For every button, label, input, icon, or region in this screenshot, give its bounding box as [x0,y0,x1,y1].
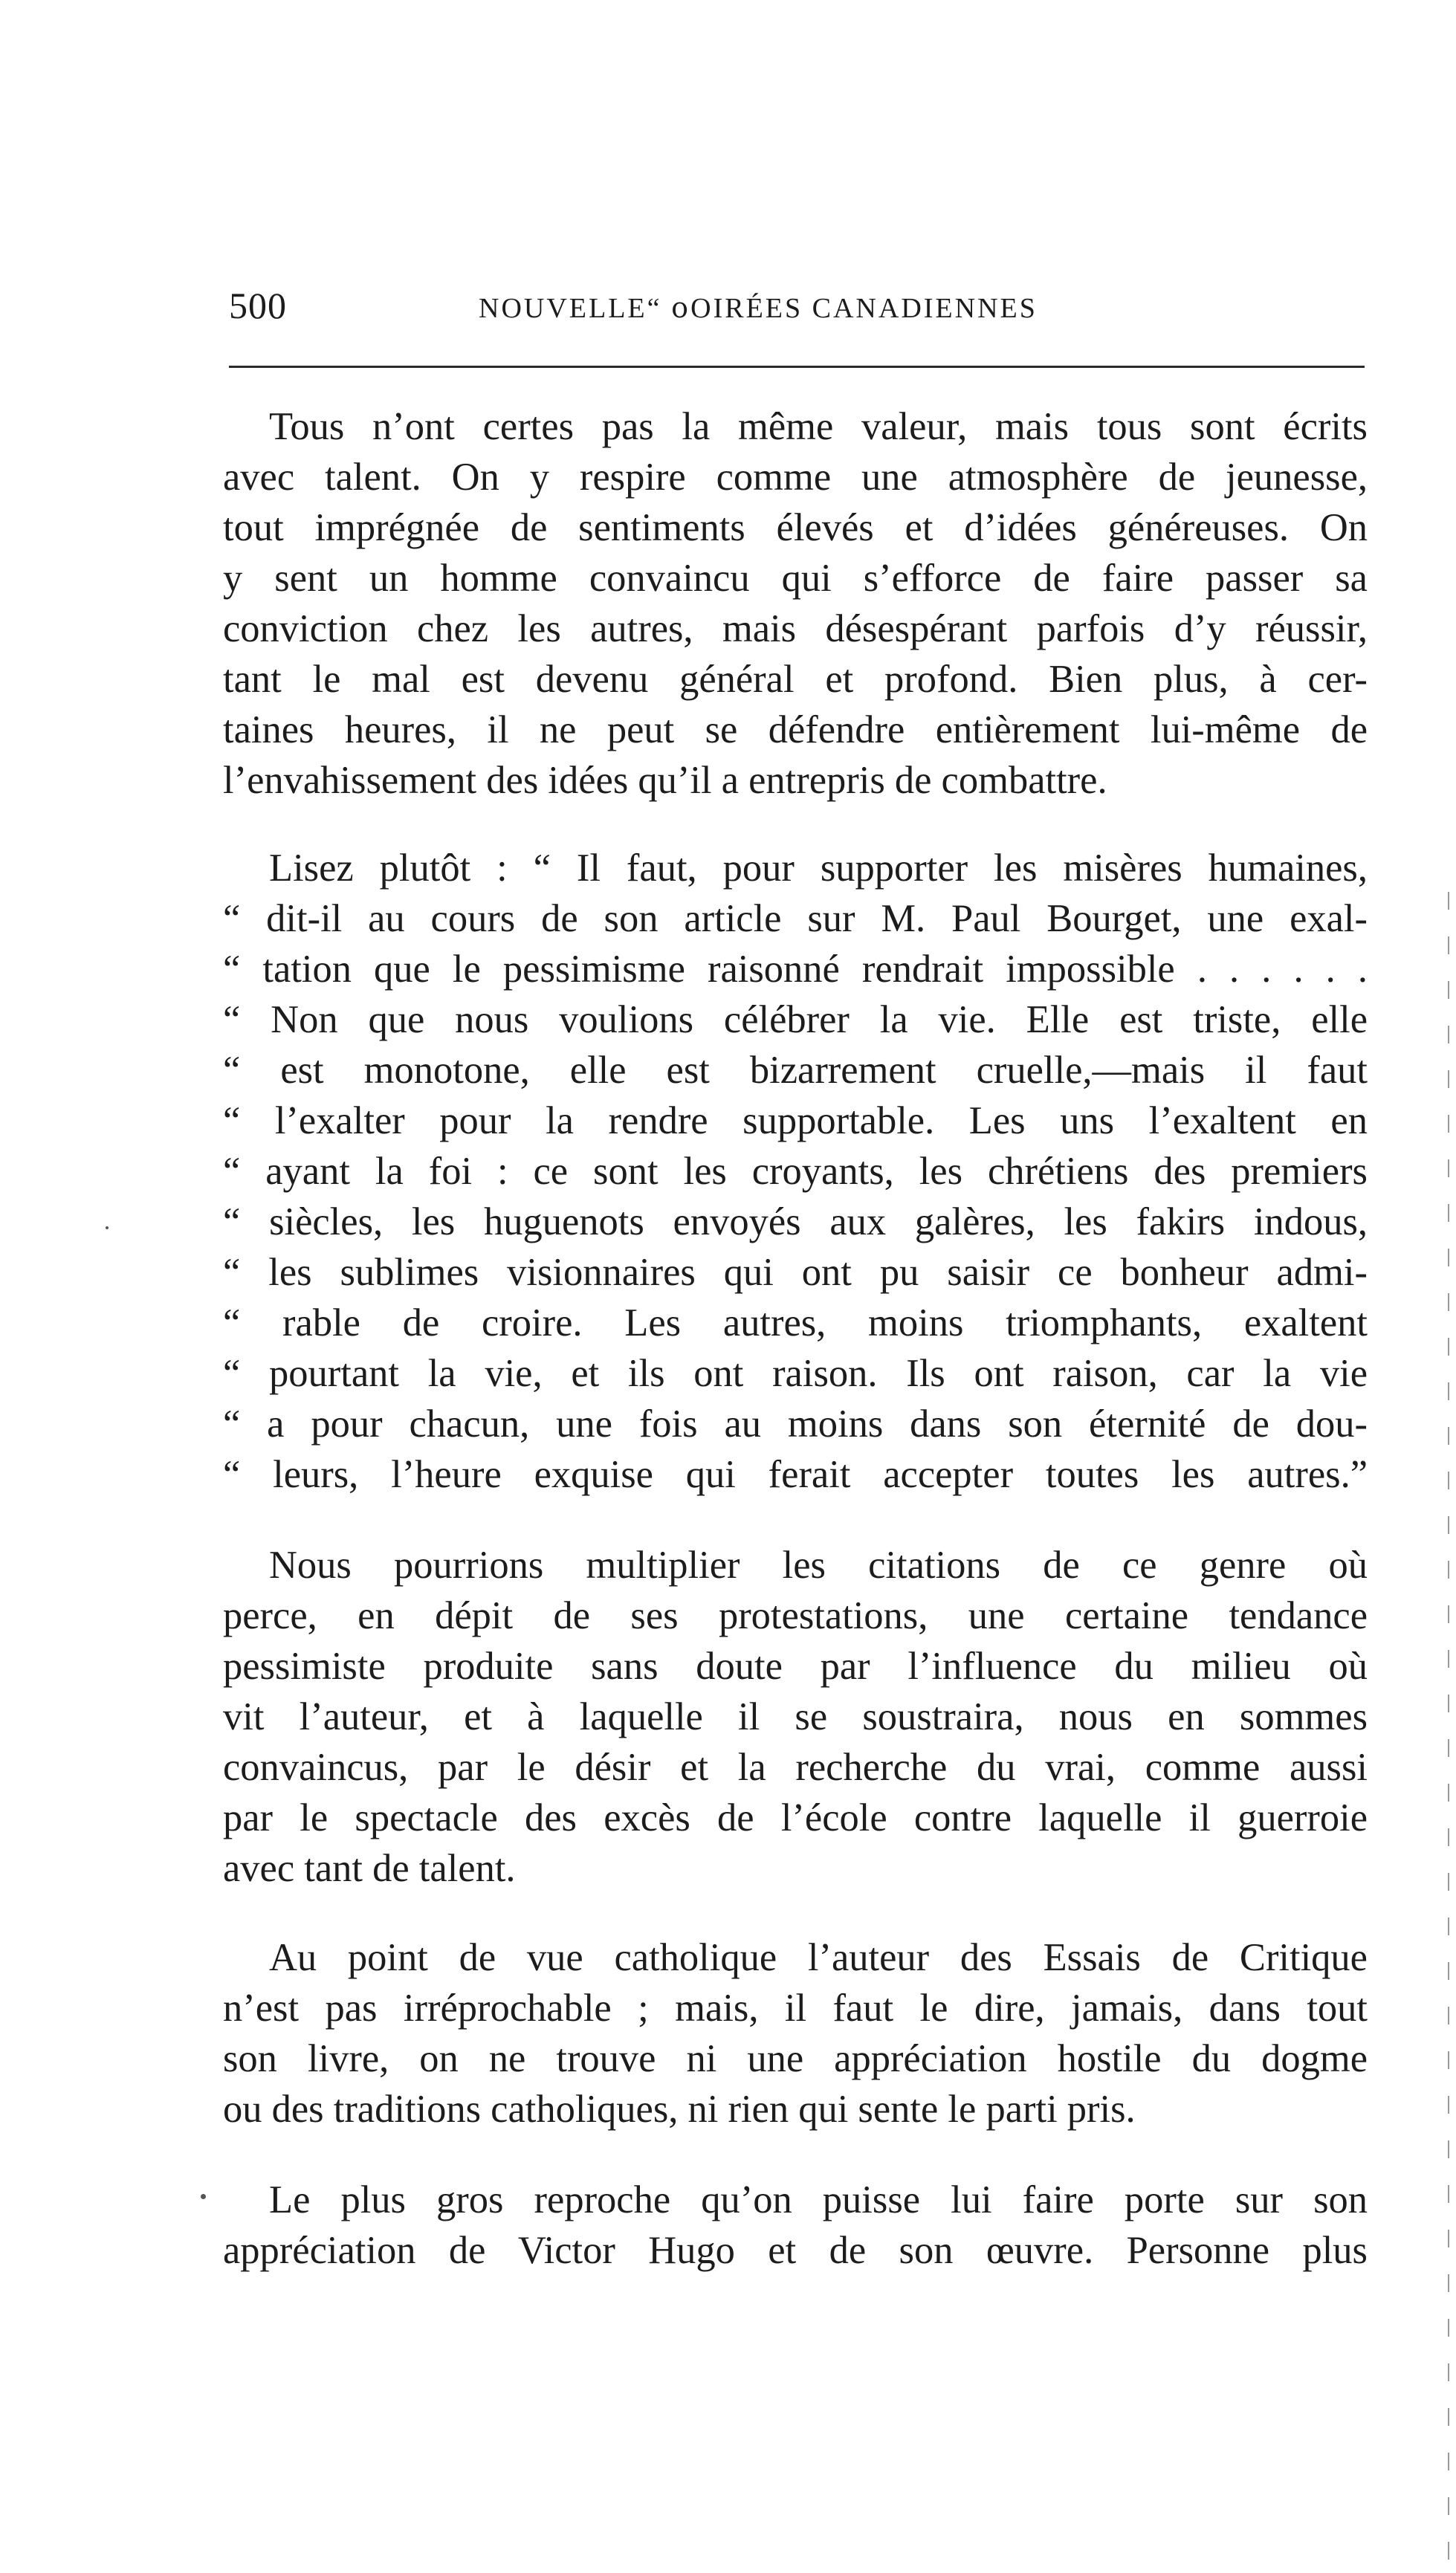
text-line: “ leurs, l’heure exquise qui ferait accepter toutes les autres.” [223,1453,1368,1496]
paragraph-3 [223,1540,1368,1894]
text-line: par le spectacle des excès de l’école contre laquelle il guerroie [223,1796,1368,1839]
text-line: tant le mal est devenu général et profond. Bien plus, à cer- [223,658,1368,701]
text-line: “ Non que nous voulions célébrer la vie. Elle est triste, elle [223,998,1368,1041]
text-line: Tous n’ont certes pas la même valeur, mais tous sont écrits [269,405,1368,448]
text-line: “ dit-il au cours de son article sur M. Paul Bourget, une exal- [223,897,1368,940]
page-number: 500 [229,285,287,326]
text-line: “ ayant la foi : ce sont les croyants, les chrétiens des premiers [223,1150,1368,1193]
text-line: “ tation que le pessimisme raisonné rendrait impossible . . . . . . [223,948,1368,991]
text-line: ou des traditions catholiques, ni rien qui sente le parti pris. [223,2088,1136,2131]
text-line: “ l’exalter pour la rendre supportable. Les uns l’exaltent en [223,1099,1368,1142]
text-line: l’envahissement des idées qu’il a entrepris de combattre. [223,759,1107,802]
text-line: “ rable de croire. Les autres, moins triomphants, exaltent [223,1301,1368,1344]
text-line: “ pourtant la vie, et ils ont raison. Ils ont raison, car la vie [223,1352,1368,1395]
text-line: perce, en dépit de ses protestations, une certaine tendance [223,1594,1368,1637]
header-rule [229,366,1365,368]
text-line: taines heures, il ne peut se défendre entièrement lui-même de [223,708,1368,751]
text-line: son livre, on ne trouve ni une appréciation hostile du dogme [223,2037,1368,2080]
page-header [229,284,1362,328]
scan-edge-line [1448,892,1449,2573]
text-line: Lisez plutôt : “ Il faut, pour supporter les misères humaines, [269,847,1368,890]
text-line: conviction chez les autres, mais désespérant parfois d’y réussir, [223,607,1368,650]
running-title: NOUVELLE“ օOIRÉES CANADIENNES [479,293,1038,324]
text-line: tout imprégnée de sentiments élevés et d’idées généreuses. On [223,506,1368,549]
scan-speck [201,2194,206,2199]
text-line: convaincus, par le désir et la recherche du vrai, comme aussi [223,1746,1368,1789]
text-line: “ siècles, les huguenots envoyés aux galères, les fakirs indous, [223,1200,1368,1243]
scan-speck [106,1226,109,1229]
text-line: pessimiste produite sans doute par l’influence du milieu où [223,1645,1368,1688]
paragraph-1 [223,401,1368,806]
text-line: avec talent. On y respire comme une atmosphère de jeunesse, [223,456,1368,499]
paragraph-4 [223,1932,1368,2135]
text-line: “ est monotone, elle est bizarrement cruelle,—mais il faut [223,1049,1368,1092]
text-line: “ a pour chacun, une fois au moins dans son éternité de dou- [223,1402,1368,1446]
paragraph-5 [223,2175,1368,2276]
text-line: y sent un homme convaincu qui s’efforce de faire passer sa [223,557,1368,600]
paragraph-2-quotation [223,843,1368,1500]
text-line: Le plus gros reproche qu’on puisse lui faire porte sur son [269,2178,1368,2221]
text-line: n’est pas irréprochable ; mais, il faut le dire, jamais, dans tout [223,1987,1368,2030]
text-line: Au point de vue catholique l’auteur des Essais de Critique [269,1936,1368,1979]
text-line: appréciation de Victor Hugo et de son œuvre. Personne plus [223,2229,1368,2272]
text-line: avec tant de talent. [223,1847,516,1890]
text-line: “ les sublimes visionnaires qui ont pu saisir ce bonheur admi- [223,1251,1368,1294]
text-line: vit l’auteur, et à laquelle il se soustraira, nous en sommes [223,1695,1368,1738]
text-line: Nous pourrions multiplier les citations de ce genre où [269,1544,1368,1587]
